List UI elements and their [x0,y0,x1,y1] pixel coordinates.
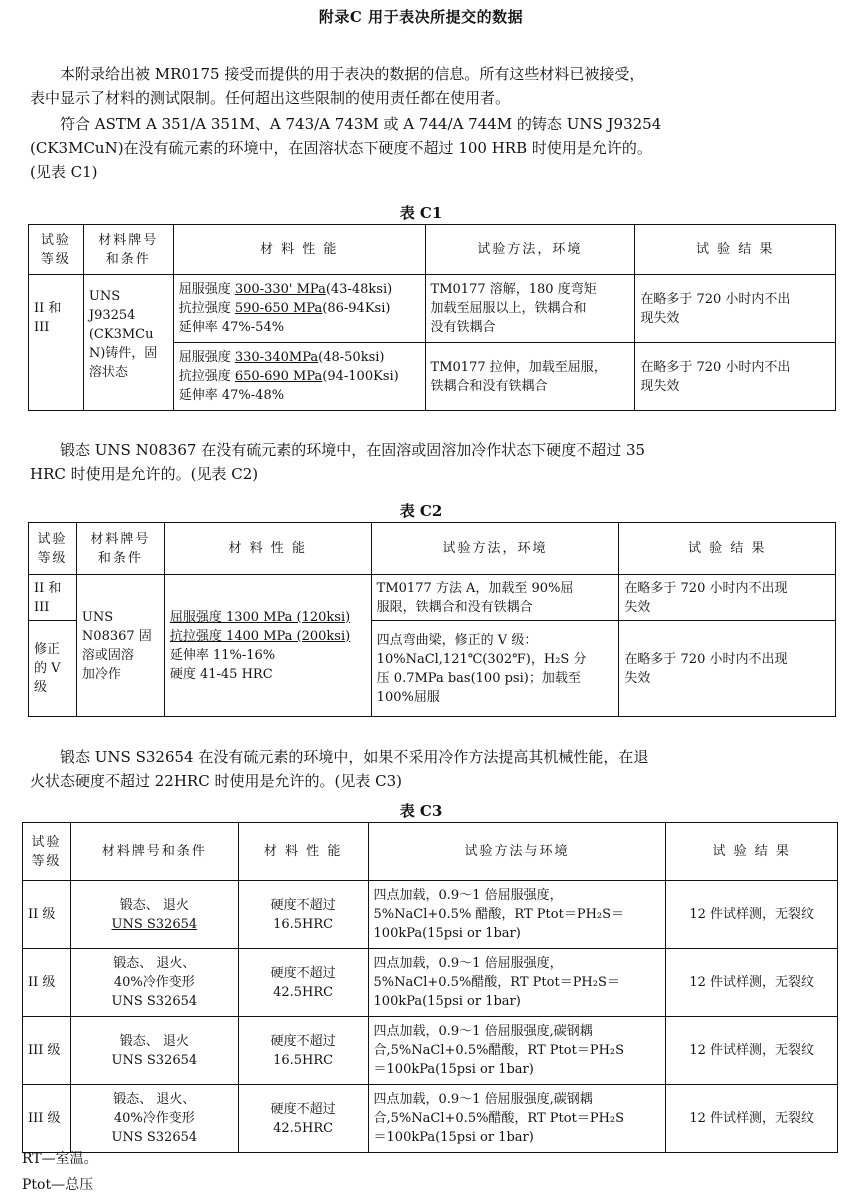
header-material: 材料牌号 和条件 [76,523,164,575]
table-c2-header-row [29,523,836,575]
page-title: 附录C 用于表决所提交的数据 [318,8,524,26]
cell-result: 12 件试样测，无裂纹 [666,949,838,1017]
table-c1 [28,224,836,411]
cell-grade: II 和 III [29,575,77,621]
cell-props: 硬度不超过 42.5HRC [238,1085,368,1153]
cell-method: 四点弯曲梁，修正的 V 级： 10%NaCl,121℃(302℉)，H₂S 分 压 0.7MPa bas(100 psi)；加载至 100%屈服 [371,621,619,717]
cell-result: 12 件试样测，无裂纹 [666,1085,838,1153]
cell-material: UNS N08367 固 溶或固溶 加冷作 [76,575,164,717]
footnote-ptot: Ptot—总压 [22,1177,94,1193]
header-result: 试 验 结 果 [666,823,838,881]
cell-grade: III 级 [23,1017,71,1085]
cell-method: 四点加载，0.9～1 倍屈服强度， 5%NaCl+0.5%醋酸，RT Ptot＝PH₂S＝ 100kPa(15psi or 1bar) [368,949,666,1017]
cell-props: 硬度不超过 16.5HRC [238,881,368,949]
header-material: 材料牌号 和条件 [83,225,173,275]
header-props: 材 料 性 能 [238,823,368,881]
cell-result: 12 件试样测，无裂纹 [666,1017,838,1085]
header-method: 试验方法，环境 [425,225,635,275]
cell-material: 锻态、 退火 UNS S32654 [70,881,238,949]
cell-props: 屈服强度 1300 MPa (120ksi) 抗拉强度 1400 MPa (200ksi) 延伸率 11%-16% 硬度 41-45 HRC [164,575,371,717]
cell-props: 屈服强度 300-330' MPa(43-48ksi) 抗拉强度 590-650 MPa(86-94Ksi) 延伸率 47%-54% [173,275,425,343]
header-result: 试 验 结 果 [635,225,836,275]
cell-grade: III 级 [23,1085,71,1153]
cell-grade: II 和 III [29,275,84,411]
table-row [23,881,838,949]
cell-method: 四点加载，0.9～1 倍屈服强度,碳钢耦 合,5%NaCl+0.5%醋酸，RT Ptot＝PH₂S ＝100kPa(15psi or 1bar) [368,1085,666,1153]
header-method: 试验方法，环境 [371,523,619,575]
cell-method: TM0177 拉伸，加载至屈服， 铁耦合和没有铁耦合 [425,343,635,411]
header-grade: 试验 等级 [29,523,77,575]
header-result: 试 验 结 果 [619,523,836,575]
cell-result: 12 件试样测，无裂纹 [666,881,838,949]
table-c3 [22,822,838,1153]
intro-paragraph-2: 符合 ASTM A 351/A 351M、A 743/A 743M 或 A 744/A 744M 的铸态 UNS J93254 (CK3MCuN)在没有硫元素的环境中，在固溶状态下硬度不超过 100 HRB 时使用是允许的。 (见表 C1) [30,115,662,181]
cell-material: 锻态、 退火、 40%冷作变形 UNS S32654 [70,1085,238,1153]
intro-paragraph-1: 本附录给出被 MR0175 接受而提供的用于表决的数据的信息。所有这些材料已被接受， 表中显示了材料的测试限制。任何超出这些限制的使用责任都在使用者。 [30,65,645,107]
cell-grade: II 级 [23,881,71,949]
cell-result: 在略多于 720 小时内不出现 失效 [619,575,836,621]
header-grade: 试验 等级 [29,225,84,275]
cell-material: 锻态、 退火、 40%冷作变形 UNS S32654 [70,949,238,1017]
table-row [29,275,836,343]
table-c1-header-row [29,225,836,275]
cell-props: 硬度不超过 16.5HRC [238,1017,368,1085]
cell-material: UNS J93254 (CK3MCu N)铸件，固 溶状态 [83,275,173,411]
table-c3-header-row [23,823,838,881]
table-c2 [28,522,836,717]
cell-method: TM0177 溶解，180 度弯矩 加载至屈服以上，铁耦合和 没有铁耦合 [425,275,635,343]
table-c1-caption: 表 C1 [399,204,443,222]
header-props: 材 料 性 能 [164,523,371,575]
cell-material: 锻态、 退火 UNS S32654 [70,1017,238,1085]
cell-method: 四点加载，0.9～1 倍屈服强度,碳钢耦 合,5%NaCl+0.5%醋酸，RT Ptot＝PH₂S ＝100kPa(15psi or 1bar) [368,1017,666,1085]
table-c2-caption: 表 C2 [399,502,443,520]
cell-result: 在略多于 720 小时内不出现 失效 [619,621,836,717]
cell-result: 在略多于 720 小时内不出 现失效 [635,275,836,343]
mid-paragraph-1: 锻态 UNS N08367 在没有硫元素的环境中，在固溶或固溶加冷作状态下硬度不超过 35 HRC 时使用是允许的。(见表 C2) [30,441,646,483]
table-c3-caption: 表 C3 [399,802,443,820]
table-row [23,1017,838,1085]
header-props: 材 料 性 能 [173,225,425,275]
cell-result: 在略多于 720 小时内不出 现失效 [635,343,836,411]
cell-grade: 修正 的 V 级 [29,621,77,717]
cell-method: TM0177 方法 A，加载至 90%屈 服限，铁耦合和没有铁耦合 [371,575,619,621]
cell-props: 硬度不超过 42.5HRC [238,949,368,1017]
table-row [23,1085,838,1153]
table-row [23,949,838,1017]
table-row [29,575,836,621]
header-grade: 试验 等级 [23,823,71,881]
cell-props: 屈服强度 330-340MPa(48-50ksi) 抗拉强度 650-690 MPa(94-100Ksi) 延伸率 47%-48% [173,343,425,411]
footnote-rt: RT—室温。 [22,1151,98,1167]
cell-method: 四点加载，0.9～1 倍屈服强度， 5%NaCl+0.5% 醋酸，RT Ptot＝PH₂S＝ 100kPa(15psi or 1bar) [368,881,666,949]
mid-paragraph-2: 锻态 UNS S32654 在没有硫元素的环境中，如果不采用冷作方法提高其机械性能，在退 火状态硬度不超过 22HRC 时使用是允许的。(见表 C3) [30,748,649,790]
header-material: 材料牌号和条件 [70,823,238,881]
cell-grade: II 级 [23,949,71,1017]
header-method: 试验方法与环境 [368,823,666,881]
